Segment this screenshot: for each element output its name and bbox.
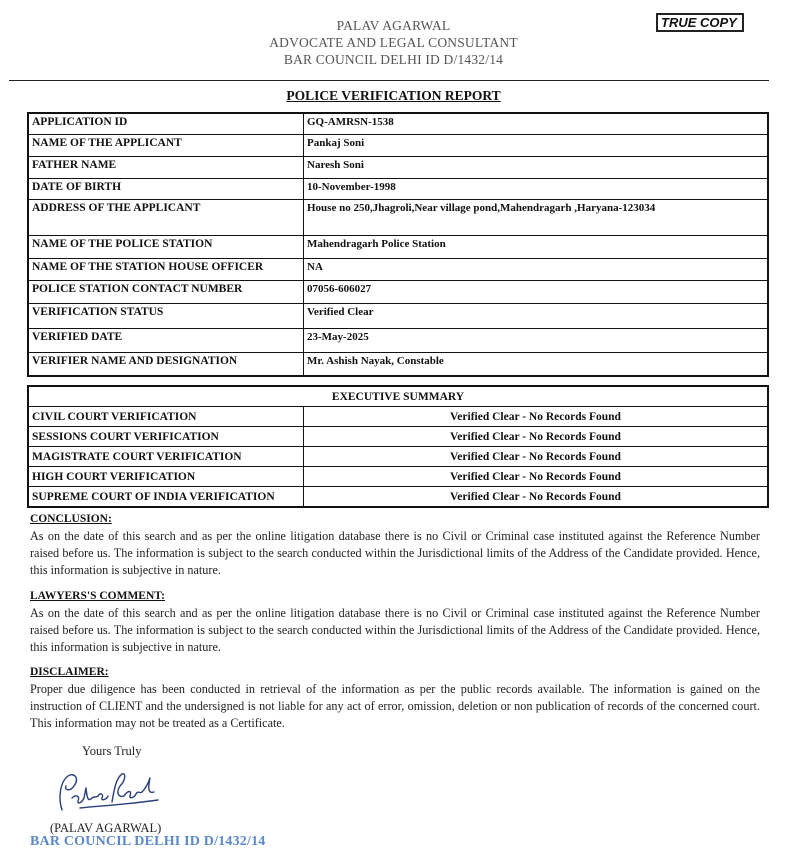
- detail-value: GQ-AMRSN-1538: [304, 113, 769, 134]
- summary-label: SESSIONS COURT VERIFICATION: [28, 427, 304, 447]
- executive-summary-heading: EXECUTIVE SUMMARY: [28, 386, 768, 407]
- table-row: [28, 328, 768, 352]
- table-row: [28, 427, 768, 447]
- table-row: [28, 258, 768, 280]
- detail-label: APPLICATION ID: [28, 113, 304, 134]
- signature-image: [50, 768, 165, 818]
- detail-value: 23-May-2025: [304, 328, 769, 352]
- summary-value: Verified Clear - No Records Found: [304, 487, 769, 508]
- table-row: [28, 113, 768, 134]
- summary-value: Verified Clear - No Records Found: [304, 407, 769, 427]
- detail-label: VERIFIED DATE: [28, 328, 304, 352]
- summary-value: Verified Clear - No Records Found: [304, 447, 769, 467]
- table-row: [28, 407, 768, 427]
- detail-label: VERIFIER NAME AND DESIGNATION: [28, 352, 304, 376]
- table-row: [28, 156, 768, 178]
- summary-label: HIGH COURT VERIFICATION: [28, 467, 304, 487]
- conclusion-heading: CONCLUSION:: [30, 513, 112, 525]
- table-row: [28, 487, 768, 508]
- advocate-title: ADVOCATE AND LEGAL CONSULTANT: [269, 35, 518, 50]
- detail-value: Mahendragarh Police Station: [304, 235, 769, 258]
- signatory-bar-id: BAR COUNCIL DELHI ID D/1432/14: [30, 834, 266, 849]
- detail-label: ADDRESS OF THE APPLICANT: [28, 199, 304, 235]
- conclusion-text: As on the date of this search and as per the online litigation database there is no Civil or Criminal case instituted against the Reference Number raised before us. The information is subject to the search conducted within the Jurisdictional limits of the Address of the Candidate provided. Hence, this information is subjective in nature.: [30, 529, 760, 577]
- summary-value: Verified Clear - No Records Found: [304, 427, 769, 447]
- report-title: POLICE VERIFICATION REPORT: [286, 88, 501, 103]
- detail-value: Pankaj Soni: [304, 134, 769, 156]
- table-row: [28, 280, 768, 303]
- detail-value: NA: [304, 258, 769, 280]
- header-divider: [9, 80, 769, 81]
- detail-label: POLICE STATION CONTACT NUMBER: [28, 280, 304, 303]
- conclusion-section: [30, 511, 760, 579]
- executive-summary-table: [27, 385, 769, 508]
- table-row: [28, 447, 768, 467]
- detail-label: VERIFICATION STATUS: [28, 303, 304, 328]
- summary-label: CIVIL COURT VERIFICATION: [28, 407, 304, 427]
- detail-label: NAME OF THE APPLICANT: [28, 134, 304, 156]
- detail-value: Mr. Ashish Nayak, Constable: [304, 352, 769, 376]
- table-row: [28, 467, 768, 487]
- detail-label: DATE OF BIRTH: [28, 178, 304, 199]
- advocate-name: PALAV AGARWAL: [336, 18, 451, 33]
- true-copy-stamp: TRUE COPY: [656, 13, 744, 32]
- disclaimer-text: Proper due diligence has been conducted in retrieval of the information as per the public records available. The information is gained on the instruction of CLIENT and the undersigned is not liable for any act of error, omission, deletion or non publication of records of the concerned court. This information may not be treated as a Certificate.: [30, 682, 760, 730]
- table-row: [28, 352, 768, 376]
- detail-value: Verified Clear: [304, 303, 769, 328]
- table-row: [28, 199, 768, 235]
- disclaimer-heading: DISCLAIMER:: [30, 666, 109, 678]
- letterhead: [0, 17, 787, 68]
- lawyers-comment-text: As on the date of this search and as per the online litigation database there is no Civil or Criminal case instituted against the Reference Number raised before us. The information is subject to the search conducted within the Jurisdictional limits of the Address of the Candidate provided. Hence, this information is subjective in nature.: [30, 606, 760, 654]
- detail-value: 10-November-1998: [304, 178, 769, 199]
- lawyers-comment-section: [30, 588, 760, 656]
- summary-label: SUPREME COURT OF INDIA VERIFICATION: [28, 487, 304, 508]
- details-table: [27, 112, 769, 377]
- disclaimer-section: [30, 664, 760, 732]
- detail-value: 07056-606027: [304, 280, 769, 303]
- table-row: [28, 303, 768, 328]
- summary-value: Verified Clear - No Records Found: [304, 467, 769, 487]
- table-row: [28, 386, 768, 407]
- table-row: [28, 134, 768, 156]
- advocate-bar-id: BAR COUNCIL DELHI ID D/1432/14: [283, 52, 504, 67]
- table-row: [28, 178, 768, 199]
- summary-label: MAGISTRATE COURT VERIFICATION: [28, 447, 304, 467]
- detail-label: FATHER NAME: [28, 156, 304, 178]
- closing-salutation: Yours Truly: [82, 744, 142, 758]
- signatory-name: (PALAV AGARWAL): [50, 821, 162, 835]
- detail-label: NAME OF THE STATION HOUSE OFFICER: [28, 258, 304, 280]
- table-row: [28, 235, 768, 258]
- detail-value: Naresh Soni: [304, 156, 769, 178]
- lawyers-comment-heading: LAWYERS'S COMMENT:: [30, 590, 165, 602]
- detail-label: NAME OF THE POLICE STATION: [28, 235, 304, 258]
- detail-value: House no 250,Jhagroli,Near village pond,Mahendragarh ,Haryana-123034: [304, 199, 769, 235]
